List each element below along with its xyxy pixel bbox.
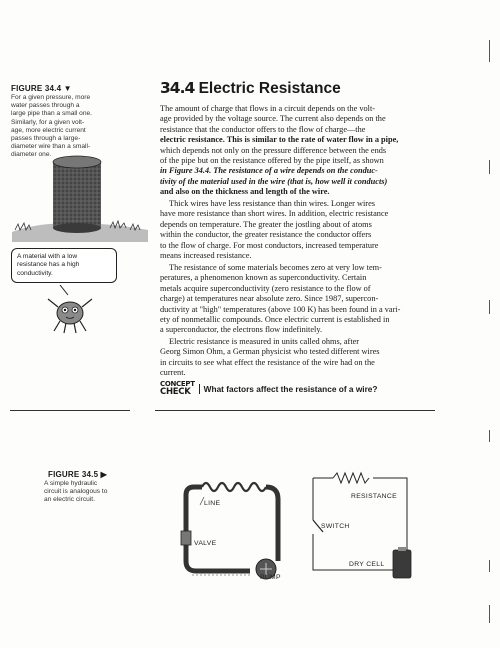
- concept-check-badge: CONCEPT CHECK: [160, 380, 195, 397]
- section-divider: [10, 410, 130, 411]
- figure-34-4-illustration: [10, 150, 150, 245]
- diagram-label-resistance: RESISTANCE: [351, 493, 397, 500]
- section-divider: [155, 410, 435, 411]
- concept-check: [160, 381, 378, 396]
- diagram-label-line: LINE: [204, 500, 221, 507]
- margin-mark: [489, 40, 490, 62]
- paragraph-1: The amount of charge that flows in a circuit depends on the volt- age provided by the voltage source. The current also depends on the resistance that the conductor offers to the flow of charge—the electric resistance. This is similar to the rate of water flow in a pipe, which depends not only on the pressure difference between the ends of the pipe but on the resistance offered by the pipe itself, as shown in Figure 34.4. The resistance of a wire depends on the conduc- tivity of the material used in the wire (that is, how well it conducts) and also on the thickness and length of the wire.: [160, 104, 399, 197]
- paragraph-4: Electric resistance is measured in units called ohms, after Georg Simon Ohm, a German physicist who tested different wires in circuits to see what effect the resistance of the wire had on the current.: [160, 337, 380, 378]
- diagram-label-switch: SWITCH: [321, 523, 350, 530]
- electric-circuit-diagram: [305, 470, 425, 580]
- section-title: [160, 79, 341, 98]
- margin-mark: [489, 430, 490, 442]
- diagram-label-pump: PUMP: [260, 574, 281, 580]
- critter-illustration: [40, 285, 100, 335]
- figure-34-4-label: FIGURE 34.4 ▼: [11, 84, 72, 93]
- figure-34-5-caption: A simple hydraulic circuit is analogous to an electric circuit.: [44, 480, 108, 504]
- paragraph-2: Thick wires have less resistance than thin wires. Longer wires have more resistance than short wires. In addition, electric resistance depends on temperature. The greater the jostling about of atoms within the conductor, the greater resistance the conductor offers to the flow of charge. For most conductors, increased temperature means increased resistance.: [160, 199, 389, 261]
- section-title-text: Electric Resistance: [198, 80, 341, 97]
- margin-mark: [489, 605, 490, 623]
- margin-mark: [489, 160, 490, 174]
- figure-34-4-caption: For a given pressure, more water passes through a large pipe than a small one. Similarly, for a given volt- age, more electric current passes through a large- diameter wire than a small- diameter one.: [11, 94, 93, 159]
- speech-bubble: A material with a low resistance has a high conductivity.: [11, 248, 117, 283]
- concept-check-question: What factors affect the resistance of a wire?: [199, 384, 378, 394]
- margin-mark: [489, 300, 490, 314]
- figure-34-5-label: FIGURE 34.5 ▶: [48, 470, 108, 479]
- margin-mark: [489, 560, 490, 572]
- diagram-label-valve: VALVE: [194, 540, 217, 547]
- section-number: 34.4: [160, 79, 195, 97]
- diagram-label-dry-cell: DRY CELL: [349, 561, 385, 568]
- hydraulic-circuit-diagram: [180, 465, 290, 580]
- paragraph-3: The resistance of some materials becomes zero at very low tem- peratures, a phenomenon known as superconductivity. Certain metals acquire superconductivity (zero resistance to the flow of charge) at temperatures near absolute zero. Since 1987, supercon- ductivity at "high" temperatures (above 100 K) has been found in a vari- ety of nonmetallic compounds. Once electric current is established in a superconductor, the electrons flow indefinitely.: [160, 263, 401, 335]
